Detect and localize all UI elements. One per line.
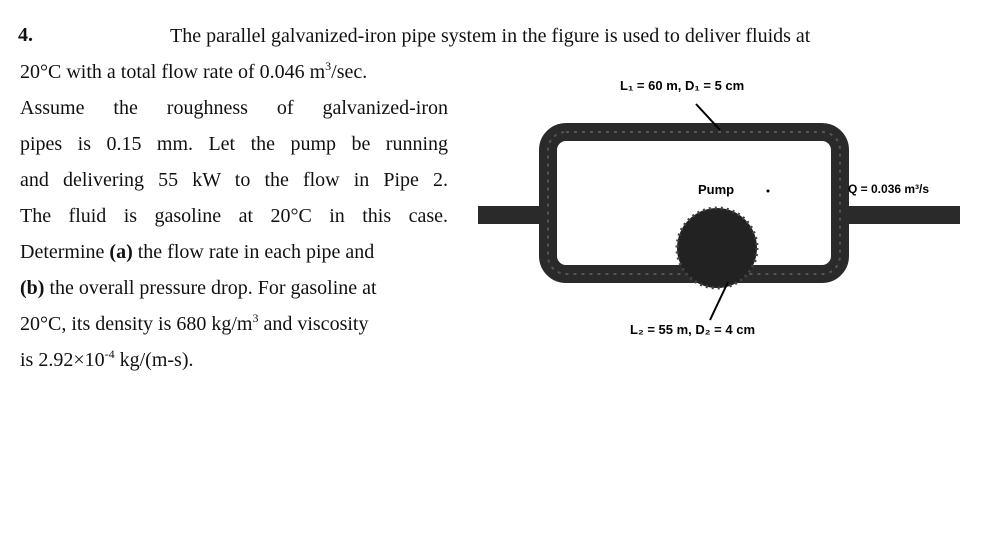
- line-text: is 2.92×10: [20, 349, 105, 371]
- problem-line-5: and delivering 55 kW to the flow in Pipe 2.: [20, 169, 448, 191]
- flow-rate-label: Q = 0.036 m³/s: [848, 182, 930, 196]
- line-text: /sec.: [331, 61, 368, 83]
- line-text: 20°C with a total flow rate of 0.046 m: [20, 61, 326, 83]
- line-text: the flow rate in each pipe and: [132, 241, 375, 263]
- line-text: the overall pressure drop. For gasoline at: [44, 277, 377, 299]
- pipe2-label: L₂ = 55 m, D₂ = 4 cm: [630, 322, 755, 337]
- part-b-label: (b): [20, 277, 45, 299]
- problem-line-3: Assume the roughness of galvanized-iron: [20, 97, 448, 119]
- superscript: 3: [252, 311, 259, 325]
- pipe1-label: L₁ = 60 m, D₁ = 5 cm: [620, 78, 745, 93]
- problem-line-7: [20, 240, 374, 264]
- line-text: The parallel galvanized-iron pipe system in the figure is used to deliver fluids at: [170, 25, 811, 47]
- line-text: and viscosity: [258, 313, 369, 335]
- problem-line-8: [20, 276, 377, 300]
- line-text: kg/(m-s).: [114, 349, 194, 371]
- line-text: Determine: [20, 241, 110, 263]
- problem-line-6: The fluid is gasoline at 20°C in this case.: [20, 205, 448, 227]
- problem-line-10: [20, 348, 194, 372]
- superscript: 3: [325, 59, 332, 73]
- pipe-system-figure: [470, 70, 970, 370]
- problem-line-1: [170, 24, 810, 48]
- line-text: 20°C, its density is 680 kg/m: [20, 313, 253, 335]
- part-a-label: (a): [109, 241, 133, 263]
- superscript: -4: [104, 347, 115, 361]
- outlet-pipe: [842, 206, 960, 224]
- inlet-pipe: [478, 206, 540, 224]
- problem-line-2: [20, 60, 367, 84]
- pump-label: Pump: [698, 182, 735, 197]
- problem-number: 4.: [18, 24, 33, 46]
- problem-line-9: [20, 312, 368, 336]
- problem-line-4: pipes is 0.15 mm. Let the pump be running: [20, 133, 448, 155]
